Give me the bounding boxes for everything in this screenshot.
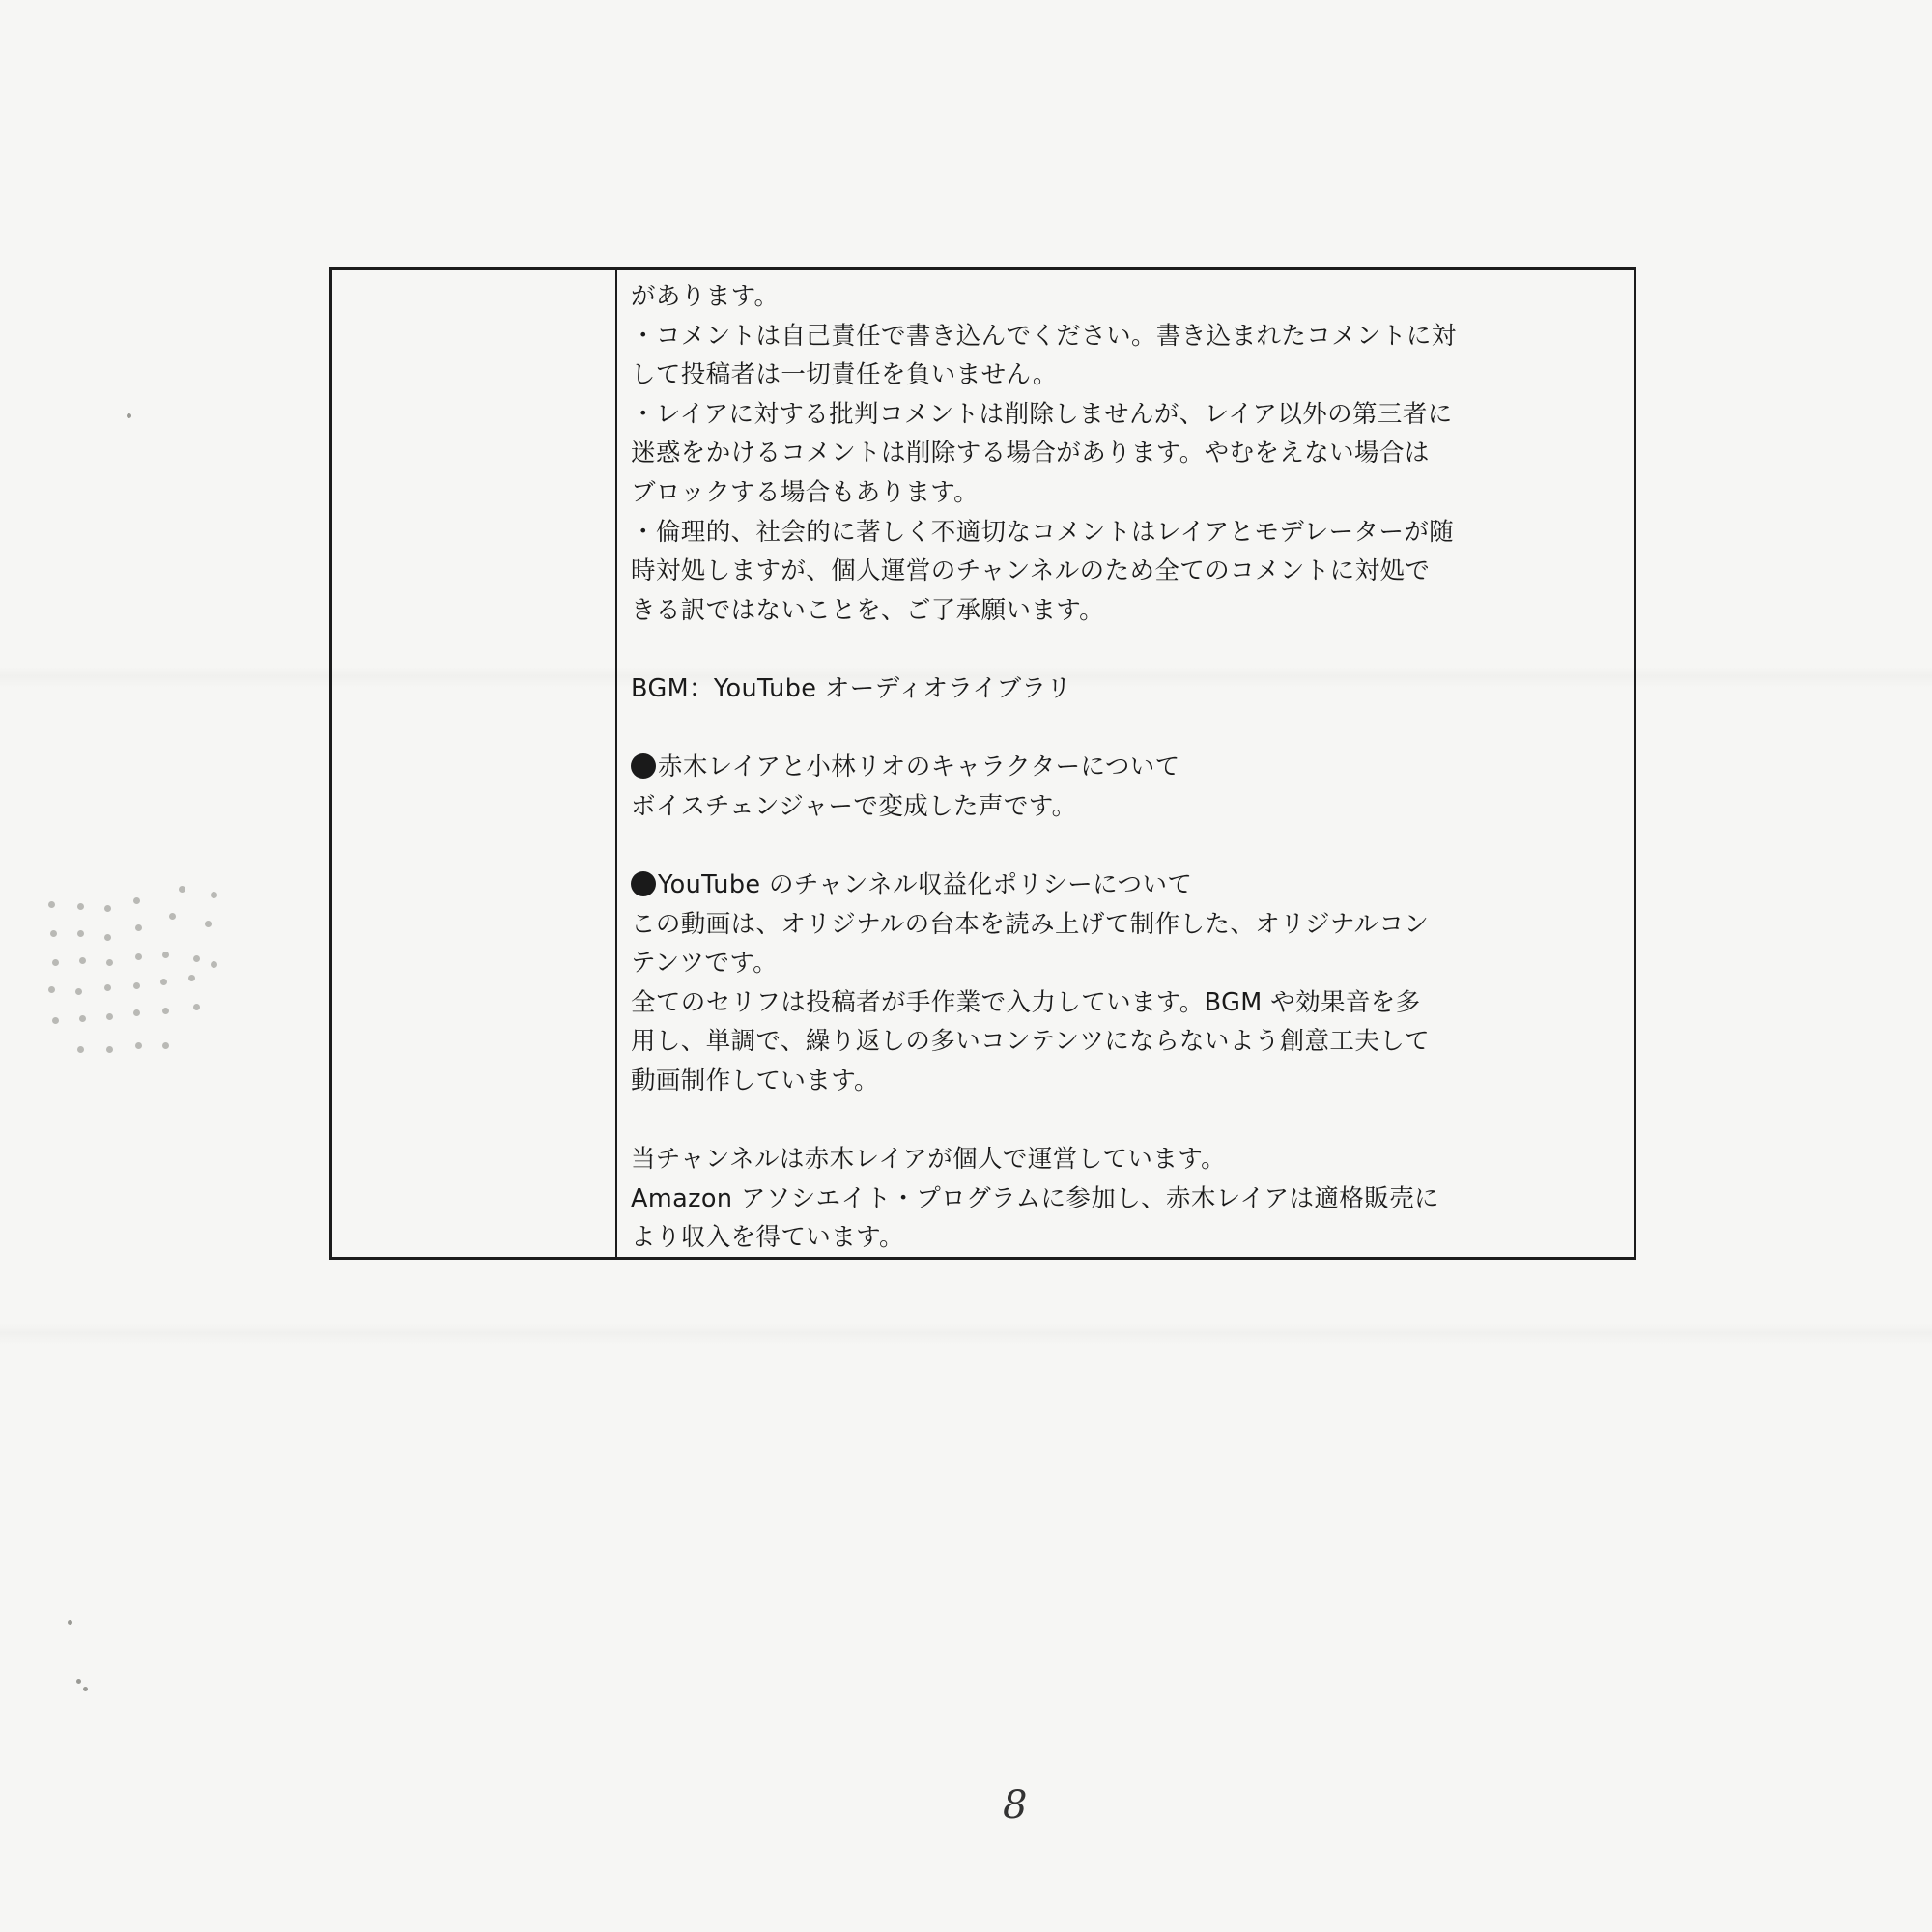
- decorative-dot: [77, 1046, 84, 1053]
- decorative-dot: [75, 988, 82, 995]
- monetization-heading-text: YouTube のチャンネル収益化ポリシーについて: [658, 869, 1193, 899]
- text-line: ブロックする場合もあります。: [631, 477, 980, 507]
- decorative-dot: [104, 905, 111, 912]
- text-line: テンツです。: [631, 949, 779, 979]
- text-line: 動画制作しています。: [631, 1065, 879, 1095]
- bullet-icon: [631, 753, 656, 779]
- page-number: 8: [1003, 1783, 1028, 1828]
- table-right-cell: [617, 270, 1634, 1257]
- decorative-dot: [104, 984, 111, 991]
- decorative-dot: [193, 1004, 200, 1010]
- decorative-dot: [133, 982, 140, 989]
- text-line: があります。: [631, 282, 780, 311]
- text-line: 時対処しますが、個人運営のチャンネルのため全てのコメントに対処で: [631, 556, 1431, 586]
- scan-speck: [76, 1679, 81, 1684]
- decorative-dot: [162, 1008, 169, 1014]
- characters-text: ボイスチェンジャーで変成した声です。: [631, 791, 1077, 821]
- decorative-dot: [205, 921, 212, 927]
- decorative-dot: [135, 1042, 142, 1049]
- blank-line: [631, 630, 1620, 669]
- decorative-dot: [188, 975, 195, 981]
- scan-speck: [83, 1687, 88, 1691]
- text-line: ・倫理的、社会的に著しく不適切なコメントはレイアとモデレーターが随: [631, 517, 1455, 547]
- decorative-dot: [106, 1046, 113, 1053]
- decorative-dot: [48, 901, 55, 908]
- text-line: Amazon アソシエイト・プログラムに参加し、赤木レイアは適格販売に: [631, 1183, 1439, 1213]
- decorative-dot: [179, 886, 185, 893]
- text-line: して投稿者は一切責任を負いません。: [631, 360, 1058, 390]
- decorative-dot: [50, 930, 57, 937]
- monetization-heading: [631, 866, 1620, 905]
- decorative-dot: [169, 913, 176, 920]
- decorative-dot: [135, 953, 142, 960]
- text-line: この動画は、オリジナルの台本を読み上げて制作した、オリジナルコン: [631, 909, 1430, 939]
- decorative-dot: [52, 1017, 59, 1024]
- decorative-dot: [211, 892, 217, 898]
- decorative-dot: [77, 930, 84, 937]
- decorative-dot: [193, 955, 200, 962]
- scan-speck: [68, 1620, 72, 1625]
- characters-heading: [631, 748, 1620, 787]
- decorative-dot: [77, 903, 84, 910]
- decorative-dot: [133, 897, 140, 904]
- decorative-dot: [135, 924, 142, 931]
- text-line: 当チャンネルは赤木レイアが個人で運営しています。: [631, 1145, 1226, 1175]
- text-line: 用し、単調で、繰り返しの多いコンテンツにならないよう創意工夫して: [631, 1027, 1431, 1057]
- decorative-dot: [79, 1015, 86, 1022]
- bgm-line: BGM：YouTube オーディオライブラリ: [631, 673, 1072, 703]
- bullet-icon: [631, 871, 656, 896]
- decorative-dot: [211, 961, 217, 968]
- blank-line: [631, 709, 1620, 749]
- decorative-dot: [48, 986, 55, 993]
- decorative-dot: [79, 957, 86, 964]
- text-line: より収入を得ています。: [631, 1223, 904, 1253]
- table-left-cell: [332, 270, 617, 1257]
- decorative-dot: [106, 1013, 113, 1020]
- decorative-dot: [133, 1009, 140, 1016]
- blank-line: [631, 1100, 1620, 1140]
- text-line: ・レイアに対する批判コメントは削除しませんが、レイア以外の第三者に: [631, 399, 1453, 429]
- decorative-dot-pattern: [39, 894, 232, 1058]
- document-table: [329, 267, 1636, 1260]
- text-line: 迷惑をかけるコメントは削除する場合があります。やむをえない場合は: [631, 439, 1430, 469]
- decorative-dot: [162, 952, 169, 958]
- text-line: ・コメントは自己責任で書き込んでください。書き込まれたコメントに対: [631, 321, 1457, 351]
- decorative-dot: [160, 979, 167, 985]
- decorative-dot: [162, 1042, 169, 1049]
- blank-line: [631, 826, 1620, 866]
- scan-speck: [127, 413, 131, 418]
- text-line: 全てのセリフは投稿者が手作業で入力しています。BGM や効果音を多: [631, 987, 1421, 1017]
- decorative-dot: [52, 959, 59, 966]
- decorative-dot: [106, 959, 113, 966]
- characters-heading-text: 赤木レイアと小林リオのキャラクターについて: [658, 753, 1180, 782]
- text-line: きる訳ではないことを、ご了承願います。: [631, 595, 1105, 625]
- decorative-dot: [104, 934, 111, 941]
